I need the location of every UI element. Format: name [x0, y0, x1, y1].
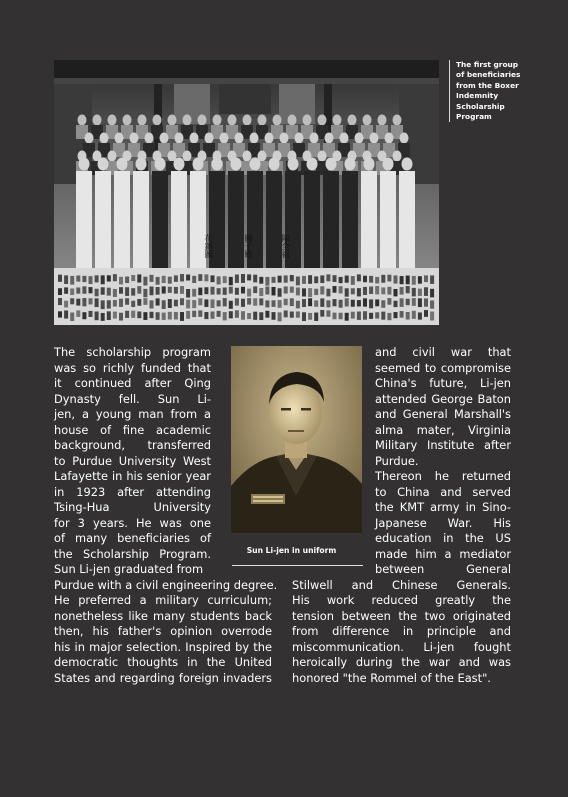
text-line: in 1923 after attending	[54, 484, 211, 499]
text-line: The scholarship program	[54, 345, 211, 359]
text-line: Sun Li-jen graduated from	[54, 562, 204, 576]
text-line: States and regarding foreign invaders	[54, 670, 272, 685]
text-line: Thereon he returned	[375, 469, 511, 483]
text-line: then, his father's opinion overrode	[54, 624, 272, 638]
inscription-1: 花錦圖	[204, 234, 213, 258]
photo-caption-line: from the Boxer	[456, 80, 519, 90]
text-line: was so richly funded that	[54, 360, 211, 375]
inscription-2: 關子殿	[244, 234, 253, 258]
text-line: nonetheless like many students back	[54, 608, 272, 623]
text-line: heroically during the war and was	[292, 655, 511, 669]
text-line: and civil war that	[375, 345, 511, 359]
text-line: to China and served	[375, 484, 511, 499]
photo-caption-line: Program	[456, 112, 492, 122]
text-line: Purdue.	[375, 453, 419, 468]
text-line: tension between the two originated	[292, 608, 511, 623]
text-line: Lafayette in his senior year	[54, 469, 211, 483]
text-line: background, transferred	[54, 438, 211, 452]
text-line: of many beneficiaries of	[54, 531, 211, 545]
text-line: Japanese War. His	[375, 515, 511, 530]
text-line: the KMT army in Sino-	[375, 500, 511, 514]
inscription-3: 陳全福	[281, 234, 290, 258]
photo-caption-line: The first group	[456, 60, 519, 69]
text-line: the Scholarship Program.	[54, 546, 211, 561]
text-line: democratic thoughts in the United	[54, 655, 272, 669]
text-line: Purdue with a civil engineering degree.	[54, 577, 278, 592]
text-line: His work reduced greatly the	[292, 593, 511, 607]
text-line: Tsing-Hua University	[54, 500, 211, 514]
text-line: miscommunication. Li-jen fought	[292, 639, 511, 654]
text-line: his in major selection. Inspired by the	[54, 639, 272, 654]
text-line: and General Marshall's	[375, 407, 511, 421]
portrait-caption: Sun Li-jen in uniform	[246, 546, 337, 555]
text-line: Dynasty fell. Sun Li-	[54, 391, 211, 406]
photo-caption-line: Indemnity	[456, 91, 499, 101]
text-line: Stilwell and Chinese Generals.	[292, 577, 511, 592]
text-line: He preferred a military curriculum;	[54, 593, 272, 607]
text-line: education in the US	[375, 531, 511, 545]
text-line: to Purdue University West	[54, 453, 211, 468]
text-line: jen, a young man from a	[54, 407, 211, 421]
text-line: attended George Baton	[375, 391, 511, 406]
group-photo	[54, 60, 439, 325]
text-line: made him a mediator	[375, 546, 511, 561]
text-line: between General	[375, 562, 511, 576]
photo-caption	[449, 60, 538, 122]
text-line: honored "the Rommel of the East".	[292, 670, 491, 685]
text-line: China's future, Li-jen	[375, 376, 511, 390]
portrait-photo	[231, 346, 362, 533]
text-line: it continued after Qing	[54, 376, 211, 390]
text-line: from difference in principle and	[292, 624, 511, 638]
text-line: alma mater, Virginia	[375, 422, 511, 437]
text-line: for 3 years. He was one	[54, 515, 211, 530]
photo-caption-line: Scholarship	[456, 101, 505, 111]
text-line: Military Institute after	[375, 438, 511, 452]
text-line: seemed to compromise	[375, 360, 511, 375]
photo-caption-line: of beneficiaries	[456, 70, 521, 80]
text-line: house of fine academic	[54, 422, 211, 437]
caption-divider	[232, 565, 363, 566]
